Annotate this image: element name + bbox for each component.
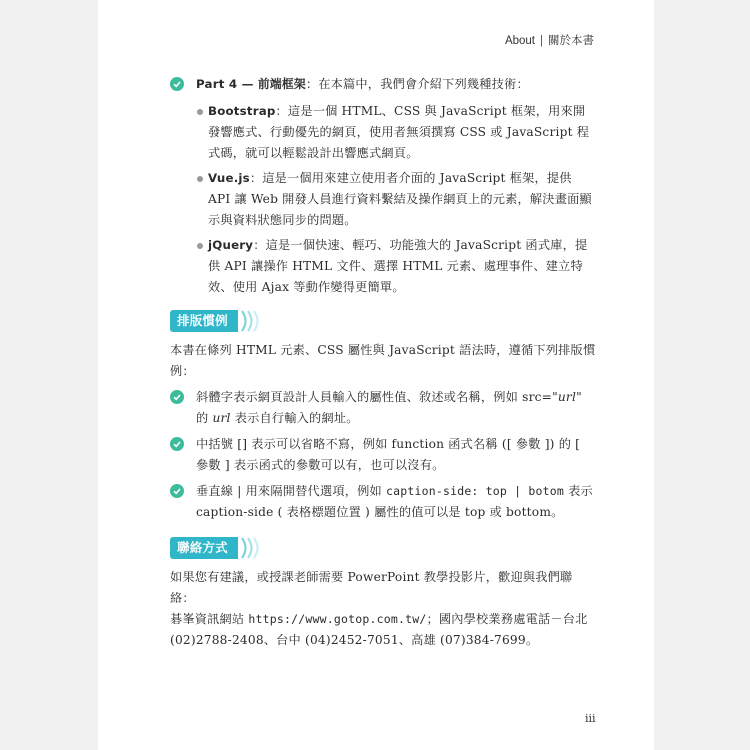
section-heading-conventions bbox=[170, 310, 596, 332]
convention-text: 垂直線 | 用來隔開替代選項，例如 bbox=[196, 484, 386, 498]
website-link[interactable]: https://www.gotop.com.tw/ bbox=[248, 612, 427, 626]
convention-italic bbox=[170, 387, 596, 429]
convention-pipe bbox=[170, 481, 596, 523]
item-name: Bootstrap bbox=[208, 104, 276, 118]
convention-text: 表示自行輸入的網址。 bbox=[230, 411, 359, 425]
convention-text: 表示 caption-side ( 表格標題位置 ) 屬性的值可以是 top 或 bottom。 bbox=[196, 484, 593, 519]
italic-example: url bbox=[212, 411, 231, 425]
contact-line-3: (02)2788-2408、台中 (04)2452-7051、高雄 (07)384-7699。 bbox=[170, 633, 539, 647]
italic-example: url bbox=[557, 390, 577, 404]
part4-intro: ：在本篇中，我們會介紹下列幾種技術： bbox=[305, 77, 529, 91]
convention-text: 中括號 [] 表示可以省略不寫，例如 function 函式名稱 ([ 參數 ]) 的 [ 參數 ] 表示函式的參數可以有，也可以沒有。 bbox=[196, 437, 581, 472]
item-name: jQuery bbox=[208, 238, 254, 252]
header-left: About bbox=[504, 35, 535, 47]
book-page bbox=[98, 0, 654, 750]
convention-text: 斜體字表示網頁設計人員輸入的屬性值、敘述或名稱，例如 src=" bbox=[196, 390, 558, 404]
chevron-arcs-icon bbox=[240, 537, 264, 559]
part4-title: Part 4 — 前端框架 bbox=[196, 77, 306, 91]
convention-text: " 的 bbox=[196, 390, 582, 425]
conventions-intro: 本書在條列 HTML 元素、CSS 屬性與 JavaScript 語法時，遵循下列排版慣例： bbox=[170, 343, 596, 378]
bullet-dot-icon bbox=[197, 109, 203, 115]
contact-paragraph bbox=[170, 567, 596, 651]
part4-heading bbox=[170, 74, 596, 95]
list-item-jquery bbox=[170, 235, 596, 298]
item-text: ：這是一個快速、輕巧、功能強大的 JavaScript 函式庫，提供 API 讓操作 HTML 文件、選擇 HTML 元素、處理事件、建立特效、使用 Ajax 等動作變得更簡單。 bbox=[208, 238, 588, 294]
section-heading-label: 聯絡方式 bbox=[170, 537, 238, 559]
bullet-dot-icon bbox=[197, 243, 203, 249]
page-content bbox=[170, 74, 596, 651]
section-heading-label: 排版慣例 bbox=[170, 310, 238, 332]
item-text: ：這是一個用來建立使用者介面的 JavaScript 框架，提供 API 讓 Web 開發人員進行資料繫結及操作網頁上的元素，解決畫面顯示與資料狀態同步的問題。 bbox=[208, 171, 592, 227]
contact-text: ；國內學校業務處電話－台北 bbox=[426, 612, 588, 626]
check-circle-icon bbox=[170, 390, 184, 404]
check-circle-icon bbox=[170, 77, 184, 91]
section-heading-contact bbox=[170, 537, 596, 559]
check-circle-icon bbox=[170, 437, 184, 451]
chevron-arcs-icon bbox=[240, 310, 264, 332]
list-item-bootstrap bbox=[170, 101, 596, 164]
item-text: ：這是一個 HTML、CSS 與 JavaScript 框架，用來開發響應式、行動優先的網頁，使用者無須撰寫 CSS 或 JavaScript 程式碼，就可以輕鬆設計出響應式網頁。 bbox=[208, 104, 590, 160]
running-header bbox=[505, 32, 594, 48]
header-right: 關於本書 bbox=[548, 35, 594, 47]
contact-line-1: 如果您有建議，或授課老師需要 PowerPoint 教學投影片，歡迎與我們聯絡： bbox=[170, 570, 573, 605]
list-item-vuejs bbox=[170, 168, 596, 231]
contact-text: 碁峯資訊網站 bbox=[170, 612, 249, 626]
code-example: caption-side: top | botom bbox=[385, 484, 565, 498]
item-name: Vue.js bbox=[208, 171, 250, 185]
contact-line-2 bbox=[170, 609, 596, 630]
page-number: iii bbox=[585, 712, 596, 725]
convention-brackets bbox=[170, 434, 596, 476]
bullet-dot-icon bbox=[197, 176, 203, 182]
header-separator: | bbox=[540, 35, 543, 47]
check-circle-icon bbox=[170, 484, 184, 498]
